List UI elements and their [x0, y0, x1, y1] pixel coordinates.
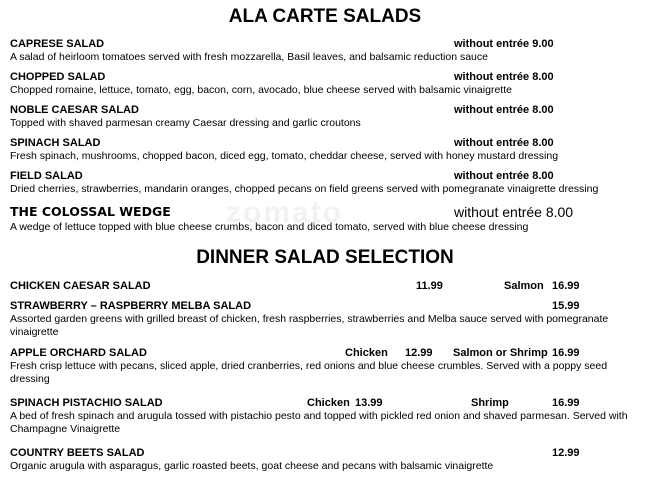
- item-description: Topped with shaved parmesan creamy Caesar dressing and garlic croutons: [10, 117, 361, 129]
- item-price-secondary: 16.99: [552, 347, 580, 359]
- item-name: COUNTRY BEETS SALAD: [10, 447, 145, 459]
- item-name: APPLE ORCHARD SALAD: [10, 347, 147, 359]
- item-description: Assorted garden greens with grilled breast of chicken, fresh raspberries, strawberries and Melba sauce served with pomegranate vinaigrette: [10, 313, 609, 338]
- item-name: THE COLOSSAL WEDGE: [10, 204, 171, 219]
- item-option-label: Shrimp: [471, 397, 509, 409]
- item-price: without entrée 9.00: [454, 38, 554, 50]
- item-price: 15.99: [552, 300, 580, 312]
- item-name: FIELD SALAD: [10, 170, 83, 182]
- item-name: CAPRESE SALAD: [10, 38, 105, 50]
- item-option-label: Chicken: [345, 347, 388, 359]
- menu-item-chopped: [10, 70, 644, 97]
- item-option-label: Salmon: [504, 280, 544, 292]
- menu-item-apple-orchard: [10, 346, 644, 386]
- item-price-primary: 12.99: [405, 347, 433, 359]
- menu-item-country-beets: [10, 446, 644, 473]
- item-description: Fresh spinach, mushrooms, chopped bacon, diced egg, tomato, cheddar cheese, served with honey mustard dressing: [10, 150, 559, 162]
- menu-item-spinach-pistachio: [10, 396, 644, 436]
- item-description: Fresh crisp lettuce with pecans, sliced apple, dried cranberries, red onions and blue cheese crumbles. Served with a poppy seed dressing: [10, 360, 608, 385]
- item-price: without entrée 8.00: [454, 71, 554, 83]
- watermark: zomato: [226, 196, 343, 229]
- item-description: A wedge of lettuce topped with blue cheese crumbs, bacon and diced tomato, served with blue cheese dressing: [10, 221, 529, 233]
- menu-item-field: [10, 169, 644, 196]
- item-name: CHOPPED SALAD: [10, 71, 106, 83]
- menu-item-colossal-wedge: [10, 203, 644, 234]
- item-price-secondary: 16.99: [552, 397, 580, 409]
- item-name: SPINACH SALAD: [10, 137, 101, 149]
- menu-item-melba: [10, 299, 644, 339]
- item-price: without entrée 8.00: [454, 137, 554, 149]
- item-name: NOBLE CAESAR SALAD: [10, 104, 139, 116]
- item-description: A bed of fresh spinach and arugula tossed with pistachio pesto and topped with pickled red onion and shaved parmesan. Served with Champagne Vinaigrette: [10, 410, 628, 435]
- item-option-label: Salmon or Shrimp: [453, 347, 548, 359]
- item-price-secondary: 16.99: [552, 280, 580, 292]
- item-name: SPINACH PISTACHIO SALAD: [10, 397, 163, 409]
- item-description: Dried cherries, strawberries, mandarin oranges, chopped pecans on field greens served with pomegranate vinaigrette dressing: [10, 183, 599, 195]
- item-price: without entrée 8.00: [454, 204, 574, 220]
- item-name: CHICKEN CAESAR SALAD: [10, 280, 151, 292]
- menu-item-chicken-caesar: [10, 279, 644, 293]
- item-option-label: Chicken: [307, 397, 350, 409]
- menu-item-noble-caesar: [10, 103, 644, 130]
- item-name: STRAWBERRY – RASPBERRY MELBA SALAD: [10, 300, 252, 312]
- menu-item-caprese: [10, 37, 644, 64]
- item-description: A salad of heirloom tomatoes served with fresh mozzarella, Basil leaves, and balsamic reduction sauce: [10, 51, 488, 63]
- item-price: 12.99: [552, 447, 580, 459]
- item-description: Chopped romaine, lettuce, tomato, egg, bacon, corn, avocado, blue cheese served with balsamic vinaigrette: [10, 84, 512, 96]
- item-description: Organic arugula with asparagus, garlic roasted beets, goat cheese and pecans with balsamic vinaigrette: [10, 460, 494, 472]
- ala-carte-title: ALA CARTE SALADS: [228, 6, 422, 27]
- item-price-primary: 13.99: [355, 397, 383, 409]
- menu-item-spinach: [10, 136, 644, 163]
- item-price-primary: 11.99: [416, 280, 443, 292]
- item-price: without entrée 8.00: [454, 170, 554, 182]
- dinner-title: DINNER SALAD SELECTION: [196, 247, 454, 268]
- item-price: without entrée 8.00: [454, 104, 554, 116]
